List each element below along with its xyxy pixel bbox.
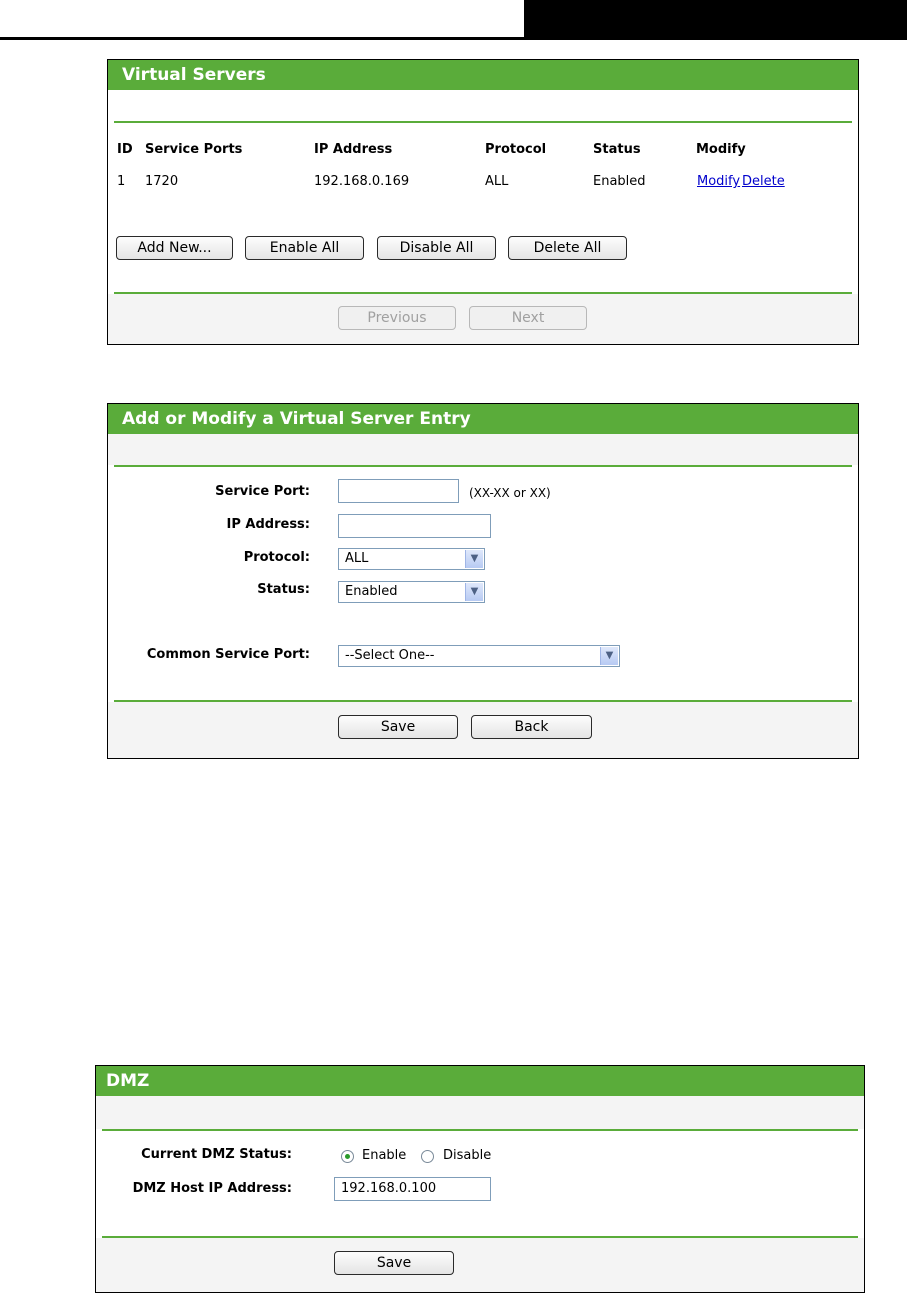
modify-link[interactable]: Modify [697, 174, 741, 189]
col-ip-address: IP Address [314, 142, 393, 157]
col-id: ID [117, 142, 133, 157]
dmz-panel [95, 1065, 865, 1293]
delete-link[interactable]: Delete [742, 174, 785, 189]
enable-radio[interactable] [341, 1150, 354, 1163]
dmz-status-label: Current DMZ Status: [141, 1147, 292, 1162]
status-label: Status: [257, 582, 310, 597]
delete-all-button[interactable]: Delete All [508, 236, 627, 260]
save-button[interactable]: Save [338, 715, 458, 739]
header-black-block [524, 0, 907, 38]
divider [102, 1129, 858, 1131]
disable-label: Disable [443, 1148, 492, 1163]
save-button[interactable]: Save [334, 1251, 454, 1275]
col-modify: Modify [696, 142, 746, 157]
disable-radio[interactable] [421, 1150, 434, 1163]
protocol-select[interactable] [338, 548, 485, 570]
dmz-host-ip-input[interactable]: 192.168.0.100 [334, 1177, 491, 1201]
protocol-value: ALL [345, 551, 369, 566]
disable-all-button[interactable]: Disable All [377, 236, 496, 260]
common-service-port-select[interactable] [338, 645, 620, 667]
chevron-down-icon: ▼ [465, 583, 483, 601]
next-button[interactable]: Next [469, 306, 587, 330]
cell-status: Enabled [593, 174, 646, 189]
service-port-label: Service Port: [215, 484, 310, 499]
ip-address-label: IP Address: [226, 517, 310, 532]
virtual-servers-panel [107, 59, 859, 345]
header-rule [0, 37, 907, 40]
protocol-label: Protocol: [243, 550, 310, 565]
ip-address-input[interactable] [338, 514, 491, 538]
enable-label: Enable [362, 1148, 407, 1163]
add-new-button[interactable]: Add New... [116, 236, 233, 260]
cell-protocol: ALL [485, 174, 509, 189]
dmz-host-ip-label: DMZ Host IP Address: [132, 1181, 292, 1196]
panel-title: Add or Modify a Virtual Server Entry [108, 404, 858, 434]
divider [114, 465, 852, 467]
chevron-down-icon: ▼ [600, 647, 618, 665]
divider [114, 121, 852, 123]
common-service-port-value: --Select One-- [345, 648, 435, 663]
panel-title: DMZ [96, 1066, 864, 1096]
cell-ports: 1720 [145, 174, 179, 189]
status-value: Enabled [345, 584, 398, 599]
footer-bar [96, 1238, 864, 1292]
service-port-input[interactable] [338, 479, 459, 503]
cell-id: 1 [117, 174, 126, 189]
enable-all-button[interactable]: Enable All [245, 236, 364, 260]
chevron-down-icon: ▼ [465, 550, 483, 568]
cell-ip: 192.168.0.169 [314, 174, 410, 189]
service-port-hint: (XX-XX or XX) [469, 486, 551, 500]
subheader-bar [96, 1096, 864, 1129]
col-service-ports: Service Ports [145, 142, 243, 157]
col-protocol: Protocol [485, 142, 547, 157]
panel-title: Virtual Servers [108, 60, 858, 90]
add-modify-panel [107, 403, 859, 759]
radio-dot [345, 1154, 350, 1159]
subheader-bar [108, 434, 858, 465]
col-status: Status [593, 142, 641, 157]
status-select[interactable] [338, 581, 485, 603]
back-button[interactable]: Back [471, 715, 592, 739]
previous-button[interactable]: Previous [338, 306, 456, 330]
common-service-port-label: Common Service Port: [146, 647, 310, 662]
